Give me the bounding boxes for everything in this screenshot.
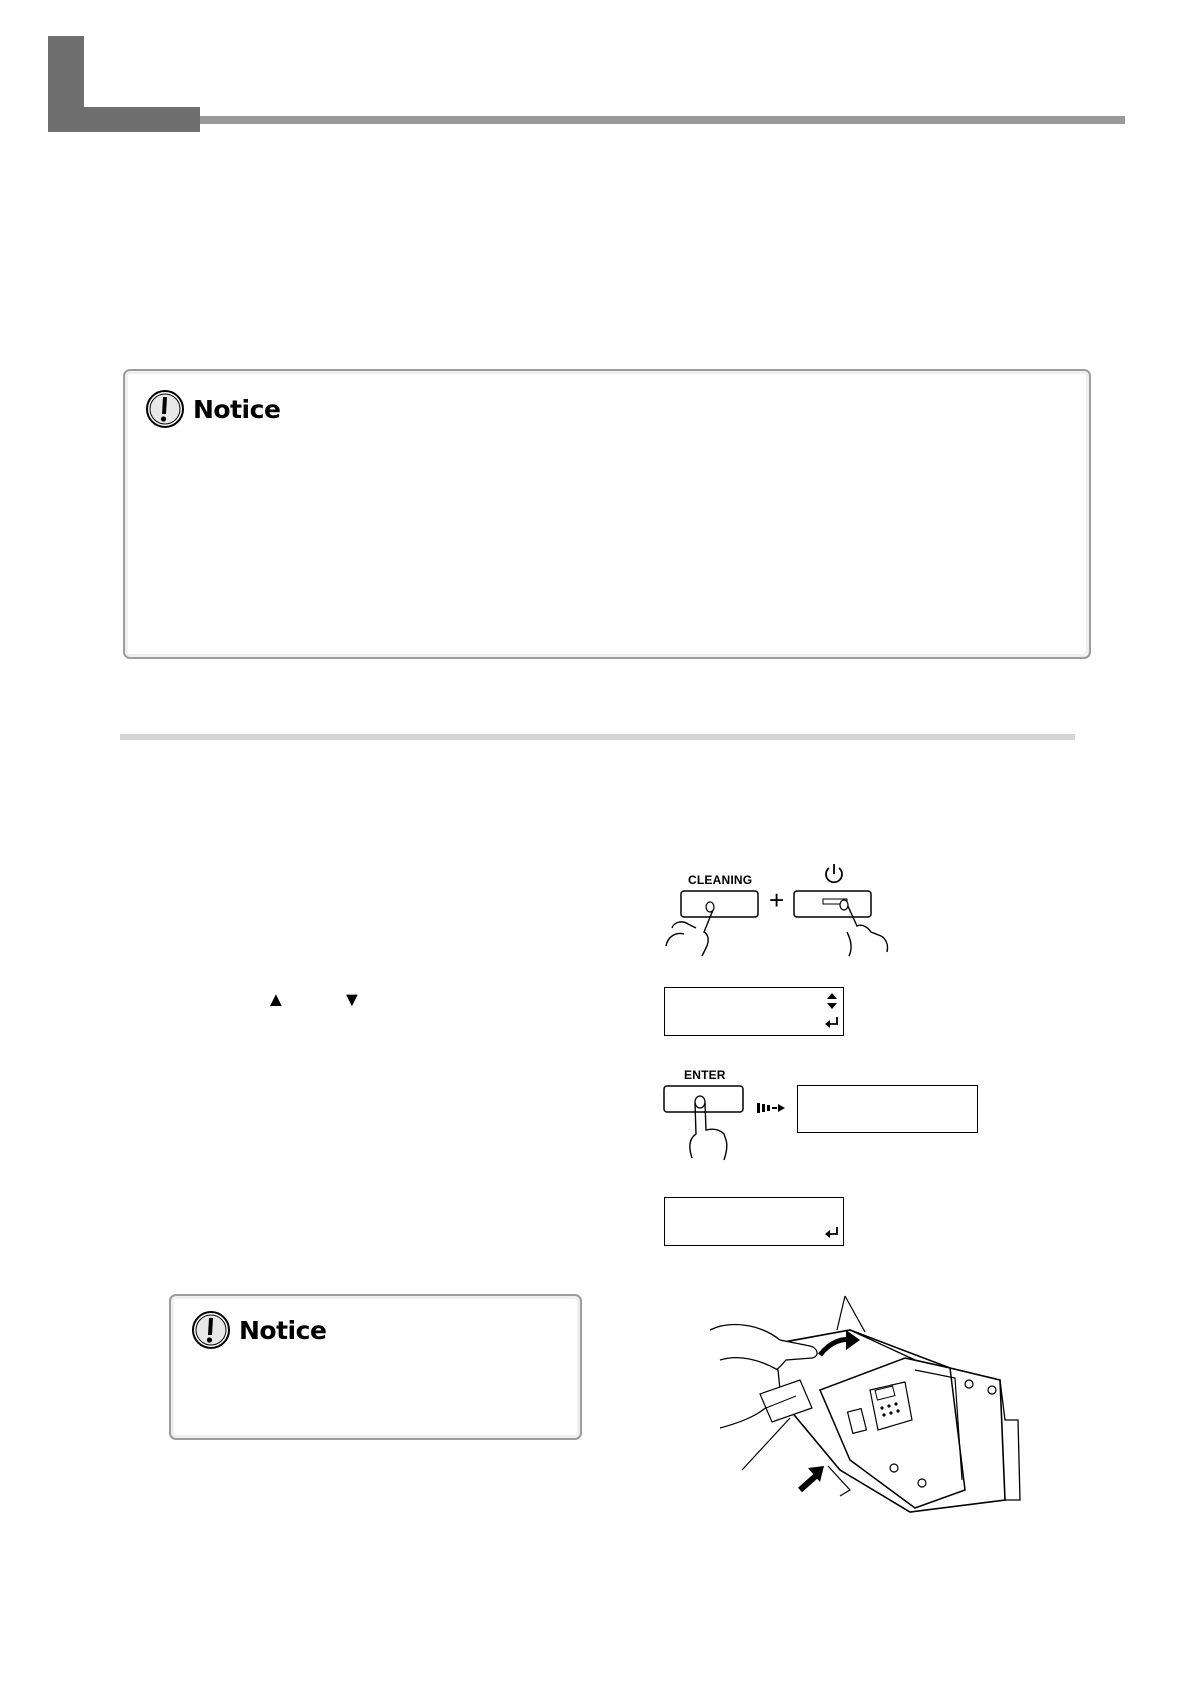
notice-header <box>145 389 280 429</box>
hand-press-icon <box>662 898 722 958</box>
notice-header <box>191 1310 326 1350</box>
cleaning-key-label: CLEANING <box>688 873 753 887</box>
exclamation-icon <box>145 389 185 429</box>
plus-sign: + <box>769 885 785 915</box>
down-arrow-icon: ▼ <box>342 989 362 1011</box>
lcd-display-confirm <box>664 1197 844 1246</box>
printer-cover-illustration <box>700 1290 1020 1520</box>
enter-return-icon <box>824 1016 840 1030</box>
power-icon <box>822 862 846 886</box>
hand-press-icon <box>680 1094 740 1160</box>
exclamation-icon <box>191 1310 231 1350</box>
chapter-marker-tab <box>48 107 200 132</box>
section-divider <box>120 734 1075 740</box>
notice-title: Notice <box>193 394 281 424</box>
lcd-display-progress <box>797 1085 978 1133</box>
notice-title: Notice <box>239 1315 327 1345</box>
hand-press-icon <box>835 898 895 958</box>
notice-box-top <box>123 369 1091 659</box>
enter-return-icon <box>824 1226 840 1240</box>
notice-box-side <box>169 1294 582 1440</box>
lcd-display-menu <box>664 987 844 1036</box>
enter-key-label: ENTER <box>684 1068 726 1082</box>
up-down-arrow-icon <box>825 992 839 1010</box>
header-rule <box>200 116 1125 124</box>
up-arrow-icon: ▲ <box>266 989 286 1011</box>
progress-arrow-icon <box>757 1101 787 1115</box>
